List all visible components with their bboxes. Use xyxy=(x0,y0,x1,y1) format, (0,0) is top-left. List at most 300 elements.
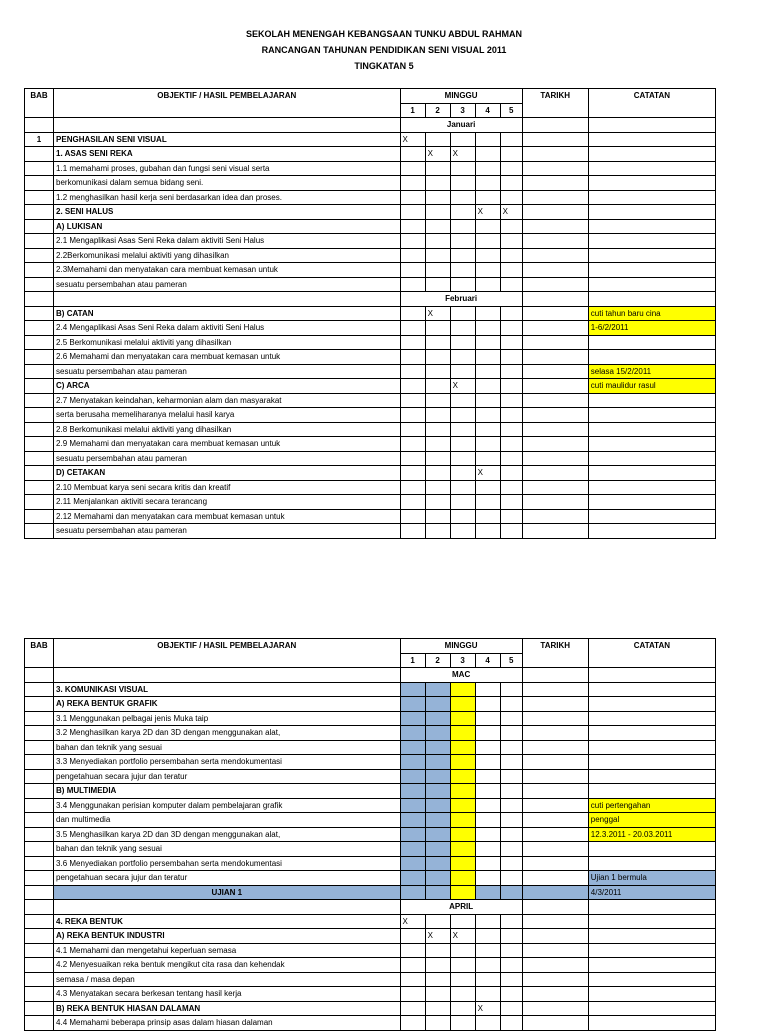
bab-cell xyxy=(25,379,54,394)
week-2-cell xyxy=(425,205,450,220)
catatan-cell xyxy=(588,769,715,784)
objektif-cell: B) MULTIMEDIA xyxy=(54,784,401,799)
week-2-cell xyxy=(425,682,450,697)
bab-cell xyxy=(25,335,54,350)
week-number-4: 4 xyxy=(475,653,500,668)
col-header-minggu: MINGGU xyxy=(400,639,522,654)
tarikh-cell xyxy=(522,335,588,350)
week-3-cell xyxy=(450,813,475,828)
bab-cell xyxy=(25,437,54,452)
week-1-cell xyxy=(400,495,425,510)
col-header-objektif: OBJEKTIF / HASIL PEMBELAJARAN xyxy=(54,639,401,668)
table-row xyxy=(25,277,716,292)
bab-cell xyxy=(25,147,54,162)
objektif-cell: A) REKA BENTUK GRAFIK xyxy=(54,697,401,712)
objektif-cell: 2.1 Mengaplikasi Asas Seni Reka dalam aktiviti Seni Halus xyxy=(54,234,401,249)
tarikh-cell xyxy=(522,480,588,495)
tarikh-cell xyxy=(522,871,588,886)
week-5-cell xyxy=(500,740,522,755)
week-2-cell xyxy=(425,219,450,234)
bab-cell xyxy=(25,871,54,886)
objektif-cell: 3. KOMUNIKASI VISUAL xyxy=(54,682,401,697)
tarikh-cell xyxy=(522,784,588,799)
week-1-cell xyxy=(400,234,425,249)
week-1-cell xyxy=(400,161,425,176)
col-header-tarikh: TARIKH xyxy=(522,639,588,668)
objektif-cell: bahan dan teknik yang sesuai xyxy=(54,740,401,755)
bab-cell xyxy=(25,755,54,770)
bab-cell xyxy=(25,205,54,220)
week-3-cell xyxy=(450,682,475,697)
bab-cell xyxy=(25,422,54,437)
tarikh-cell xyxy=(522,769,588,784)
week-1-cell xyxy=(400,408,425,423)
bab-cell xyxy=(25,726,54,741)
week-3-cell xyxy=(450,393,475,408)
week-1-cell xyxy=(400,827,425,842)
tarikh-cell xyxy=(522,248,588,263)
tarikh-cell xyxy=(522,900,588,915)
week-5-cell xyxy=(500,437,522,452)
week-3-cell xyxy=(450,784,475,799)
week-3-cell xyxy=(450,234,475,249)
tarikh-cell xyxy=(522,726,588,741)
week-3-cell xyxy=(450,842,475,857)
bab-cell xyxy=(25,972,54,987)
catatan-cell xyxy=(588,335,715,350)
week-5-cell xyxy=(500,147,522,162)
week-1-cell xyxy=(400,147,425,162)
objektif-cell: PENGHASILAN SENI VISUAL xyxy=(54,132,401,147)
tarikh-cell xyxy=(522,1016,588,1031)
catatan-cell xyxy=(588,495,715,510)
catatan-cell: selasa 15/2/2011 xyxy=(588,364,715,379)
week-3-cell xyxy=(450,711,475,726)
week-2-cell xyxy=(425,190,450,205)
week-5-cell xyxy=(500,234,522,249)
week-4-cell xyxy=(475,364,500,379)
week-1-cell xyxy=(400,1001,425,1016)
table-row xyxy=(25,885,716,900)
table-row xyxy=(25,1016,716,1031)
tarikh-cell xyxy=(522,943,588,958)
table-row xyxy=(25,682,716,697)
header-row xyxy=(25,89,716,104)
objektif-cell: B) REKA BENTUK HIASAN DALAMAN xyxy=(54,1001,401,1016)
objektif-cell: 4.4 Memahami beberapa prinsip asas dalam hiasan dalaman xyxy=(54,1016,401,1031)
bab-cell xyxy=(25,711,54,726)
week-5-cell xyxy=(500,364,522,379)
week-5-cell xyxy=(500,798,522,813)
bab-cell xyxy=(25,176,54,191)
week-2-cell xyxy=(425,263,450,278)
tarikh-cell xyxy=(522,682,588,697)
tarikh-cell xyxy=(522,234,588,249)
week-5-cell xyxy=(500,755,522,770)
form-level: TINGKATAN 5 xyxy=(354,61,414,71)
tarikh-cell xyxy=(522,697,588,712)
week-1-cell xyxy=(400,205,425,220)
catatan-cell xyxy=(588,958,715,973)
table-row xyxy=(25,263,716,278)
table-row xyxy=(25,871,716,886)
week-3-cell xyxy=(450,958,475,973)
objektif-cell: 2.11 Menjalankan aktiviti secara terancang xyxy=(54,495,401,510)
week-3-cell xyxy=(450,885,475,900)
week-3-cell xyxy=(450,263,475,278)
table-row xyxy=(25,524,716,539)
week-5-cell xyxy=(500,321,522,336)
week-2-cell xyxy=(425,813,450,828)
week-1-cell xyxy=(400,524,425,539)
bab-cell xyxy=(25,350,54,365)
week-2-cell xyxy=(425,393,450,408)
week-2-cell xyxy=(425,132,450,147)
objektif-cell: 4. REKA BENTUK xyxy=(54,914,401,929)
tarikh-cell xyxy=(522,524,588,539)
col-header-bab: BAB xyxy=(25,639,54,668)
bab-cell xyxy=(25,219,54,234)
objektif-cell: 2.8 Berkomunikasi melalui aktiviti yang dihasilkan xyxy=(54,422,401,437)
week-2-cell xyxy=(425,987,450,1002)
tarikh-cell xyxy=(522,132,588,147)
week-4-cell xyxy=(475,437,500,452)
catatan-cell: cuti tahun baru cina xyxy=(588,306,715,321)
table-row xyxy=(25,509,716,524)
table-row xyxy=(25,408,716,423)
catatan-cell xyxy=(588,480,715,495)
bab-cell xyxy=(25,1001,54,1016)
tarikh-cell xyxy=(522,321,588,336)
week-4-cell xyxy=(475,813,500,828)
week-4-cell xyxy=(475,248,500,263)
bab-cell xyxy=(25,408,54,423)
bab-cell xyxy=(25,495,54,510)
table-row xyxy=(25,726,716,741)
week-1-cell xyxy=(400,176,425,191)
week-2-cell xyxy=(425,364,450,379)
catatan-cell xyxy=(588,856,715,871)
catatan-cell xyxy=(588,784,715,799)
catatan-cell xyxy=(588,1016,715,1031)
objektif-cell: pengetahuan secara jujur dan teratur xyxy=(54,769,401,784)
catatan-cell xyxy=(588,132,715,147)
week-5-cell xyxy=(500,682,522,697)
catatan-cell xyxy=(588,943,715,958)
objektif-cell: 2.2Berkomunikasi melalui aktiviti yang dihasilkan xyxy=(54,248,401,263)
table-row xyxy=(25,1001,716,1016)
week-3-cell xyxy=(450,466,475,481)
objektif-cell: 4.2 Menyesuaikan reka bentuk mengikut cita rasa dan kehendak xyxy=(54,958,401,973)
objektif-cell: 3.5 Menghasilkan karya 2D dan 3D dengan menggunakan alat, xyxy=(54,827,401,842)
objektif-cell: 1. ASAS SENI REKA xyxy=(54,147,401,162)
week-1-cell xyxy=(400,929,425,944)
week-4-cell xyxy=(475,147,500,162)
week-1-cell xyxy=(400,437,425,452)
tarikh-cell xyxy=(522,422,588,437)
week-5-cell xyxy=(500,466,522,481)
week-2-cell xyxy=(425,755,450,770)
week-5-cell: X xyxy=(500,205,522,220)
week-3-cell xyxy=(450,755,475,770)
bab-cell xyxy=(25,784,54,799)
week-3-cell xyxy=(450,480,475,495)
tarikh-cell xyxy=(522,263,588,278)
week-2-cell xyxy=(425,466,450,481)
week-2-cell xyxy=(425,827,450,842)
objektif-cell: C) ARCA xyxy=(54,379,401,394)
week-4-cell xyxy=(475,856,500,871)
week-2-cell xyxy=(425,437,450,452)
week-2-cell xyxy=(425,842,450,857)
bab-cell xyxy=(25,900,54,915)
col-header-objektif: OBJEKTIF / HASIL PEMBELAJARAN xyxy=(54,89,401,118)
bab-cell xyxy=(25,364,54,379)
week-1-cell xyxy=(400,277,425,292)
table-row xyxy=(25,711,716,726)
table-row xyxy=(25,451,716,466)
col-header-tarikh: TARIKH xyxy=(522,89,588,118)
table-row xyxy=(25,972,716,987)
week-3-cell: X xyxy=(450,929,475,944)
week-5-cell xyxy=(500,784,522,799)
week-5-cell xyxy=(500,306,522,321)
week-1-cell xyxy=(400,219,425,234)
month-label: Februari xyxy=(400,292,522,307)
table-row xyxy=(25,769,716,784)
week-3-cell xyxy=(450,509,475,524)
catatan-cell xyxy=(588,292,715,307)
tarikh-cell xyxy=(522,972,588,987)
week-number-3: 3 xyxy=(450,653,475,668)
catatan-cell xyxy=(588,437,715,452)
week-number-2: 2 xyxy=(425,103,450,118)
tarikh-cell xyxy=(522,856,588,871)
objektif-cell: 2.9 Memahami dan menyatakan cara membuat kemasan untuk xyxy=(54,437,401,452)
bab-cell xyxy=(25,842,54,857)
week-1-cell xyxy=(400,422,425,437)
week-5-cell xyxy=(500,422,522,437)
week-2-cell xyxy=(425,509,450,524)
week-1-cell xyxy=(400,190,425,205)
week-3-cell: X xyxy=(450,379,475,394)
tarikh-cell xyxy=(522,147,588,162)
catatan-cell xyxy=(588,248,715,263)
bab-cell xyxy=(25,451,54,466)
week-3-cell xyxy=(450,769,475,784)
bab-cell xyxy=(25,248,54,263)
week-3-cell xyxy=(450,827,475,842)
week-5-cell xyxy=(500,335,522,350)
tarikh-cell xyxy=(522,190,588,205)
week-1-cell xyxy=(400,972,425,987)
bab-cell xyxy=(25,306,54,321)
objektif-cell: 2.4 Mengaplikasi Asas Seni Reka dalam aktiviti Seni Halus xyxy=(54,321,401,336)
table-row xyxy=(25,132,716,147)
week-4-cell xyxy=(475,972,500,987)
week-1-cell xyxy=(400,784,425,799)
week-2-cell xyxy=(425,335,450,350)
bab-cell xyxy=(25,292,54,307)
week-4-cell xyxy=(475,509,500,524)
tarikh-cell xyxy=(522,509,588,524)
tarikh-cell xyxy=(522,364,588,379)
week-3-cell xyxy=(450,219,475,234)
week-4-cell: X xyxy=(475,466,500,481)
week-5-cell xyxy=(500,219,522,234)
objektif-cell: 2.5 Berkomunikasi melalui aktiviti yang dihasilkan xyxy=(54,335,401,350)
week-5-cell xyxy=(500,393,522,408)
week-1-cell xyxy=(400,263,425,278)
bab-cell xyxy=(25,697,54,712)
week-5-cell xyxy=(500,161,522,176)
week-2-cell xyxy=(425,784,450,799)
week-3-cell xyxy=(450,726,475,741)
week-2-cell xyxy=(425,740,450,755)
catatan-cell: cuti pertengahan xyxy=(588,798,715,813)
objektif-cell: 2.10 Membuat karya seni secara kritis dan kreatif xyxy=(54,480,401,495)
week-2-cell xyxy=(425,711,450,726)
objektif-cell xyxy=(54,292,401,307)
week-1-cell xyxy=(400,755,425,770)
week-4-cell xyxy=(475,842,500,857)
tarikh-cell xyxy=(522,740,588,755)
bab-cell xyxy=(25,798,54,813)
catatan-cell xyxy=(588,668,715,683)
objektif-cell: A) LUKISAN xyxy=(54,219,401,234)
objektif-cell: berkomunikasi dalam semua bidang seni. xyxy=(54,176,401,191)
week-5-cell xyxy=(500,842,522,857)
week-4-cell xyxy=(475,755,500,770)
table-row xyxy=(25,755,716,770)
week-5-cell xyxy=(500,248,522,263)
objektif-cell: 2.3Memahami dan menyatakan cara membuat kemasan untuk xyxy=(54,263,401,278)
week-3-cell xyxy=(450,422,475,437)
objektif-cell: sesuatu persembahan atau pameran xyxy=(54,451,401,466)
week-4-cell xyxy=(475,190,500,205)
week-3-cell xyxy=(450,132,475,147)
week-3-cell xyxy=(450,856,475,871)
table-row xyxy=(25,697,716,712)
week-1-cell xyxy=(400,798,425,813)
week-3-cell xyxy=(450,321,475,336)
table-row xyxy=(25,784,716,799)
week-1-cell xyxy=(400,943,425,958)
week-4-cell xyxy=(475,234,500,249)
week-3-cell xyxy=(450,335,475,350)
table-row xyxy=(25,480,716,495)
bab-cell xyxy=(25,524,54,539)
tarikh-cell xyxy=(522,161,588,176)
table-row xyxy=(25,740,716,755)
table-row xyxy=(25,914,716,929)
bab-cell xyxy=(25,914,54,929)
catatan-cell xyxy=(588,263,715,278)
week-3-cell xyxy=(450,972,475,987)
week-2-cell xyxy=(425,161,450,176)
week-1-cell xyxy=(400,856,425,871)
week-4-cell xyxy=(475,422,500,437)
bab-cell xyxy=(25,682,54,697)
catatan-cell xyxy=(588,451,715,466)
week-2-cell xyxy=(425,495,450,510)
catatan-cell: cuti maulidur rasul xyxy=(588,379,715,394)
week-number-1: 1 xyxy=(400,103,425,118)
week-2-cell xyxy=(425,234,450,249)
week-number-5: 5 xyxy=(500,653,522,668)
week-3-cell xyxy=(450,190,475,205)
catatan-cell xyxy=(588,161,715,176)
week-2-cell xyxy=(425,856,450,871)
week-1-cell xyxy=(400,451,425,466)
catatan-cell xyxy=(588,408,715,423)
bab-cell xyxy=(25,827,54,842)
week-1-cell xyxy=(400,306,425,321)
objektif-cell: dan multimedia xyxy=(54,813,401,828)
week-number-4: 4 xyxy=(475,103,500,118)
week-2-cell xyxy=(425,726,450,741)
bab-cell xyxy=(25,987,54,1002)
table-row xyxy=(25,842,716,857)
catatan-cell xyxy=(588,972,715,987)
plan-table-2 xyxy=(24,638,716,1031)
week-4-cell xyxy=(475,321,500,336)
week-4-cell xyxy=(475,393,500,408)
week-4-cell xyxy=(475,350,500,365)
week-2-cell xyxy=(425,885,450,900)
week-4-cell xyxy=(475,451,500,466)
week-2-cell xyxy=(425,480,450,495)
bab-cell xyxy=(25,856,54,871)
week-2-cell xyxy=(425,524,450,539)
table-row xyxy=(25,190,716,205)
table-row xyxy=(25,147,716,162)
table-row xyxy=(25,248,716,263)
objektif-cell: bahan dan teknik yang sesuai xyxy=(54,842,401,857)
week-5-cell xyxy=(500,958,522,973)
week-5-cell xyxy=(500,379,522,394)
week-5-cell xyxy=(500,524,522,539)
tarikh-cell xyxy=(522,292,588,307)
week-2-cell xyxy=(425,1016,450,1031)
week-5-cell xyxy=(500,813,522,828)
catatan-cell xyxy=(588,524,715,539)
week-number-1: 1 xyxy=(400,653,425,668)
table-row xyxy=(25,422,716,437)
bab-cell xyxy=(25,885,54,900)
week-4-cell: X xyxy=(475,1001,500,1016)
week-3-cell xyxy=(450,1016,475,1031)
bab-cell xyxy=(25,929,54,944)
week-2-cell xyxy=(425,321,450,336)
catatan-cell xyxy=(588,711,715,726)
week-4-cell xyxy=(475,885,500,900)
week-3-cell xyxy=(450,306,475,321)
objektif-cell: 1.2 menghasilkan hasil kerja seni berdasarkan idea dan proses. xyxy=(54,190,401,205)
week-5-cell xyxy=(500,972,522,987)
objektif-cell: UJIAN 1 xyxy=(54,885,401,900)
bab-cell xyxy=(25,769,54,784)
tarikh-cell xyxy=(522,219,588,234)
objektif-cell xyxy=(54,668,401,683)
tarikh-cell xyxy=(522,1001,588,1016)
col-header-bab: BAB xyxy=(25,89,54,118)
catatan-cell xyxy=(588,1001,715,1016)
bab-cell xyxy=(25,509,54,524)
tarikh-cell xyxy=(522,118,588,133)
week-1-cell xyxy=(400,248,425,263)
catatan-cell xyxy=(588,755,715,770)
